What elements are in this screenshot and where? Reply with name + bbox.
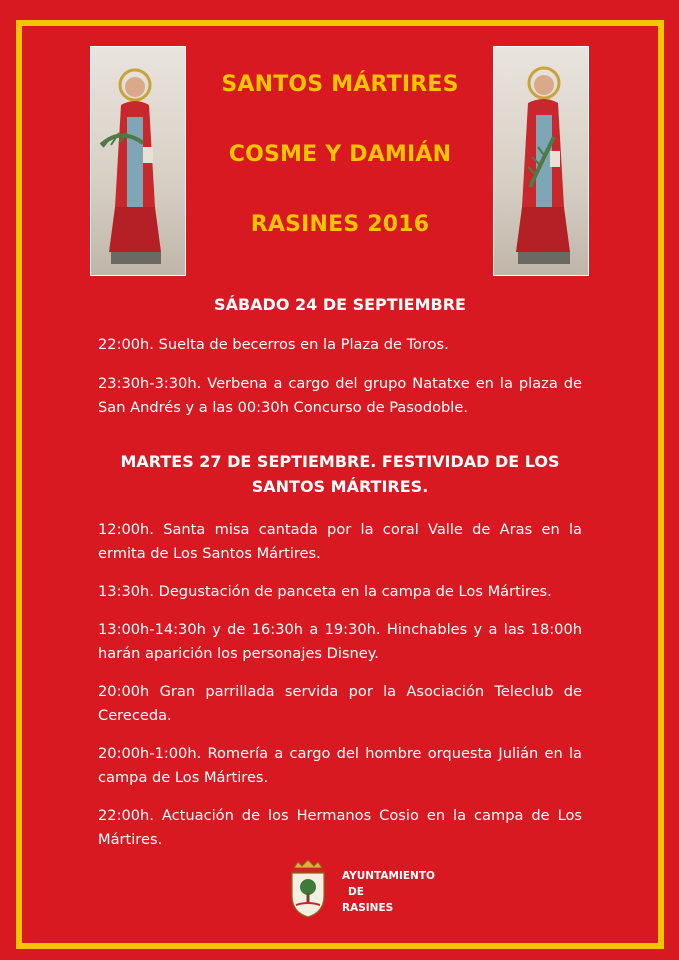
event-item: 20:00h Gran parrillada servida por la Asociación Teleclub de Cereceda.	[98, 683, 582, 724]
town-hall-line-1: AYUNTAMIENTO	[342, 870, 435, 882]
title-line-3: RASINES 2016	[250, 212, 430, 237]
event-item: 12:00h. Santa misa cantada por la coral Valle de Aras en la ermita de Los Santos Mártires.	[98, 521, 582, 562]
day1-heading: SÁBADO 24 DE SEPTIEMBRE	[214, 295, 466, 314]
event-item: 13:30h. Degustación de panceta en la campa de Los Mártires.	[98, 583, 552, 600]
event-item: 22:00h. Actuación de los Hermanos Cosio en la campa de Los Mártires.	[98, 807, 582, 848]
town-hall-line-2: DE	[348, 886, 364, 898]
event-item: 22:00h. Suelta de becerros en la Plaza de Toros.	[98, 336, 449, 353]
town-hall-label	[342, 868, 435, 916]
day2-heading: MARTES 27 DE SEPTIEMBRE. FESTIVIDAD DE LOS SANTOS MÁRTIRES.	[120, 452, 560, 496]
event-item: 20:00h-1:00h. Romería a cargo del hombre orquesta Julián en la campa de Los Mártires.	[98, 745, 582, 786]
saint-statue-right-icon	[493, 46, 589, 276]
town-hall-line-3: RASINES	[342, 902, 394, 914]
coat-of-arms-icon	[286, 860, 330, 918]
title-line-2: COSME Y DAMIÁN	[228, 142, 452, 167]
title-line-1: SANTOS MÁRTIRES	[221, 72, 459, 97]
event-item: 13:00h-14:30h y de 16:30h a 19:30h. Hinchables y a las 18:00h harán aparición los personajes Disney.	[98, 621, 582, 662]
event-item: 23:30h-3:30h. Verbena a cargo del grupo Natatxe en la plaza de San Andrés y a las 00:30h Concurso de Pasodoble.	[98, 375, 582, 416]
saint-statue-left-icon	[90, 46, 186, 276]
